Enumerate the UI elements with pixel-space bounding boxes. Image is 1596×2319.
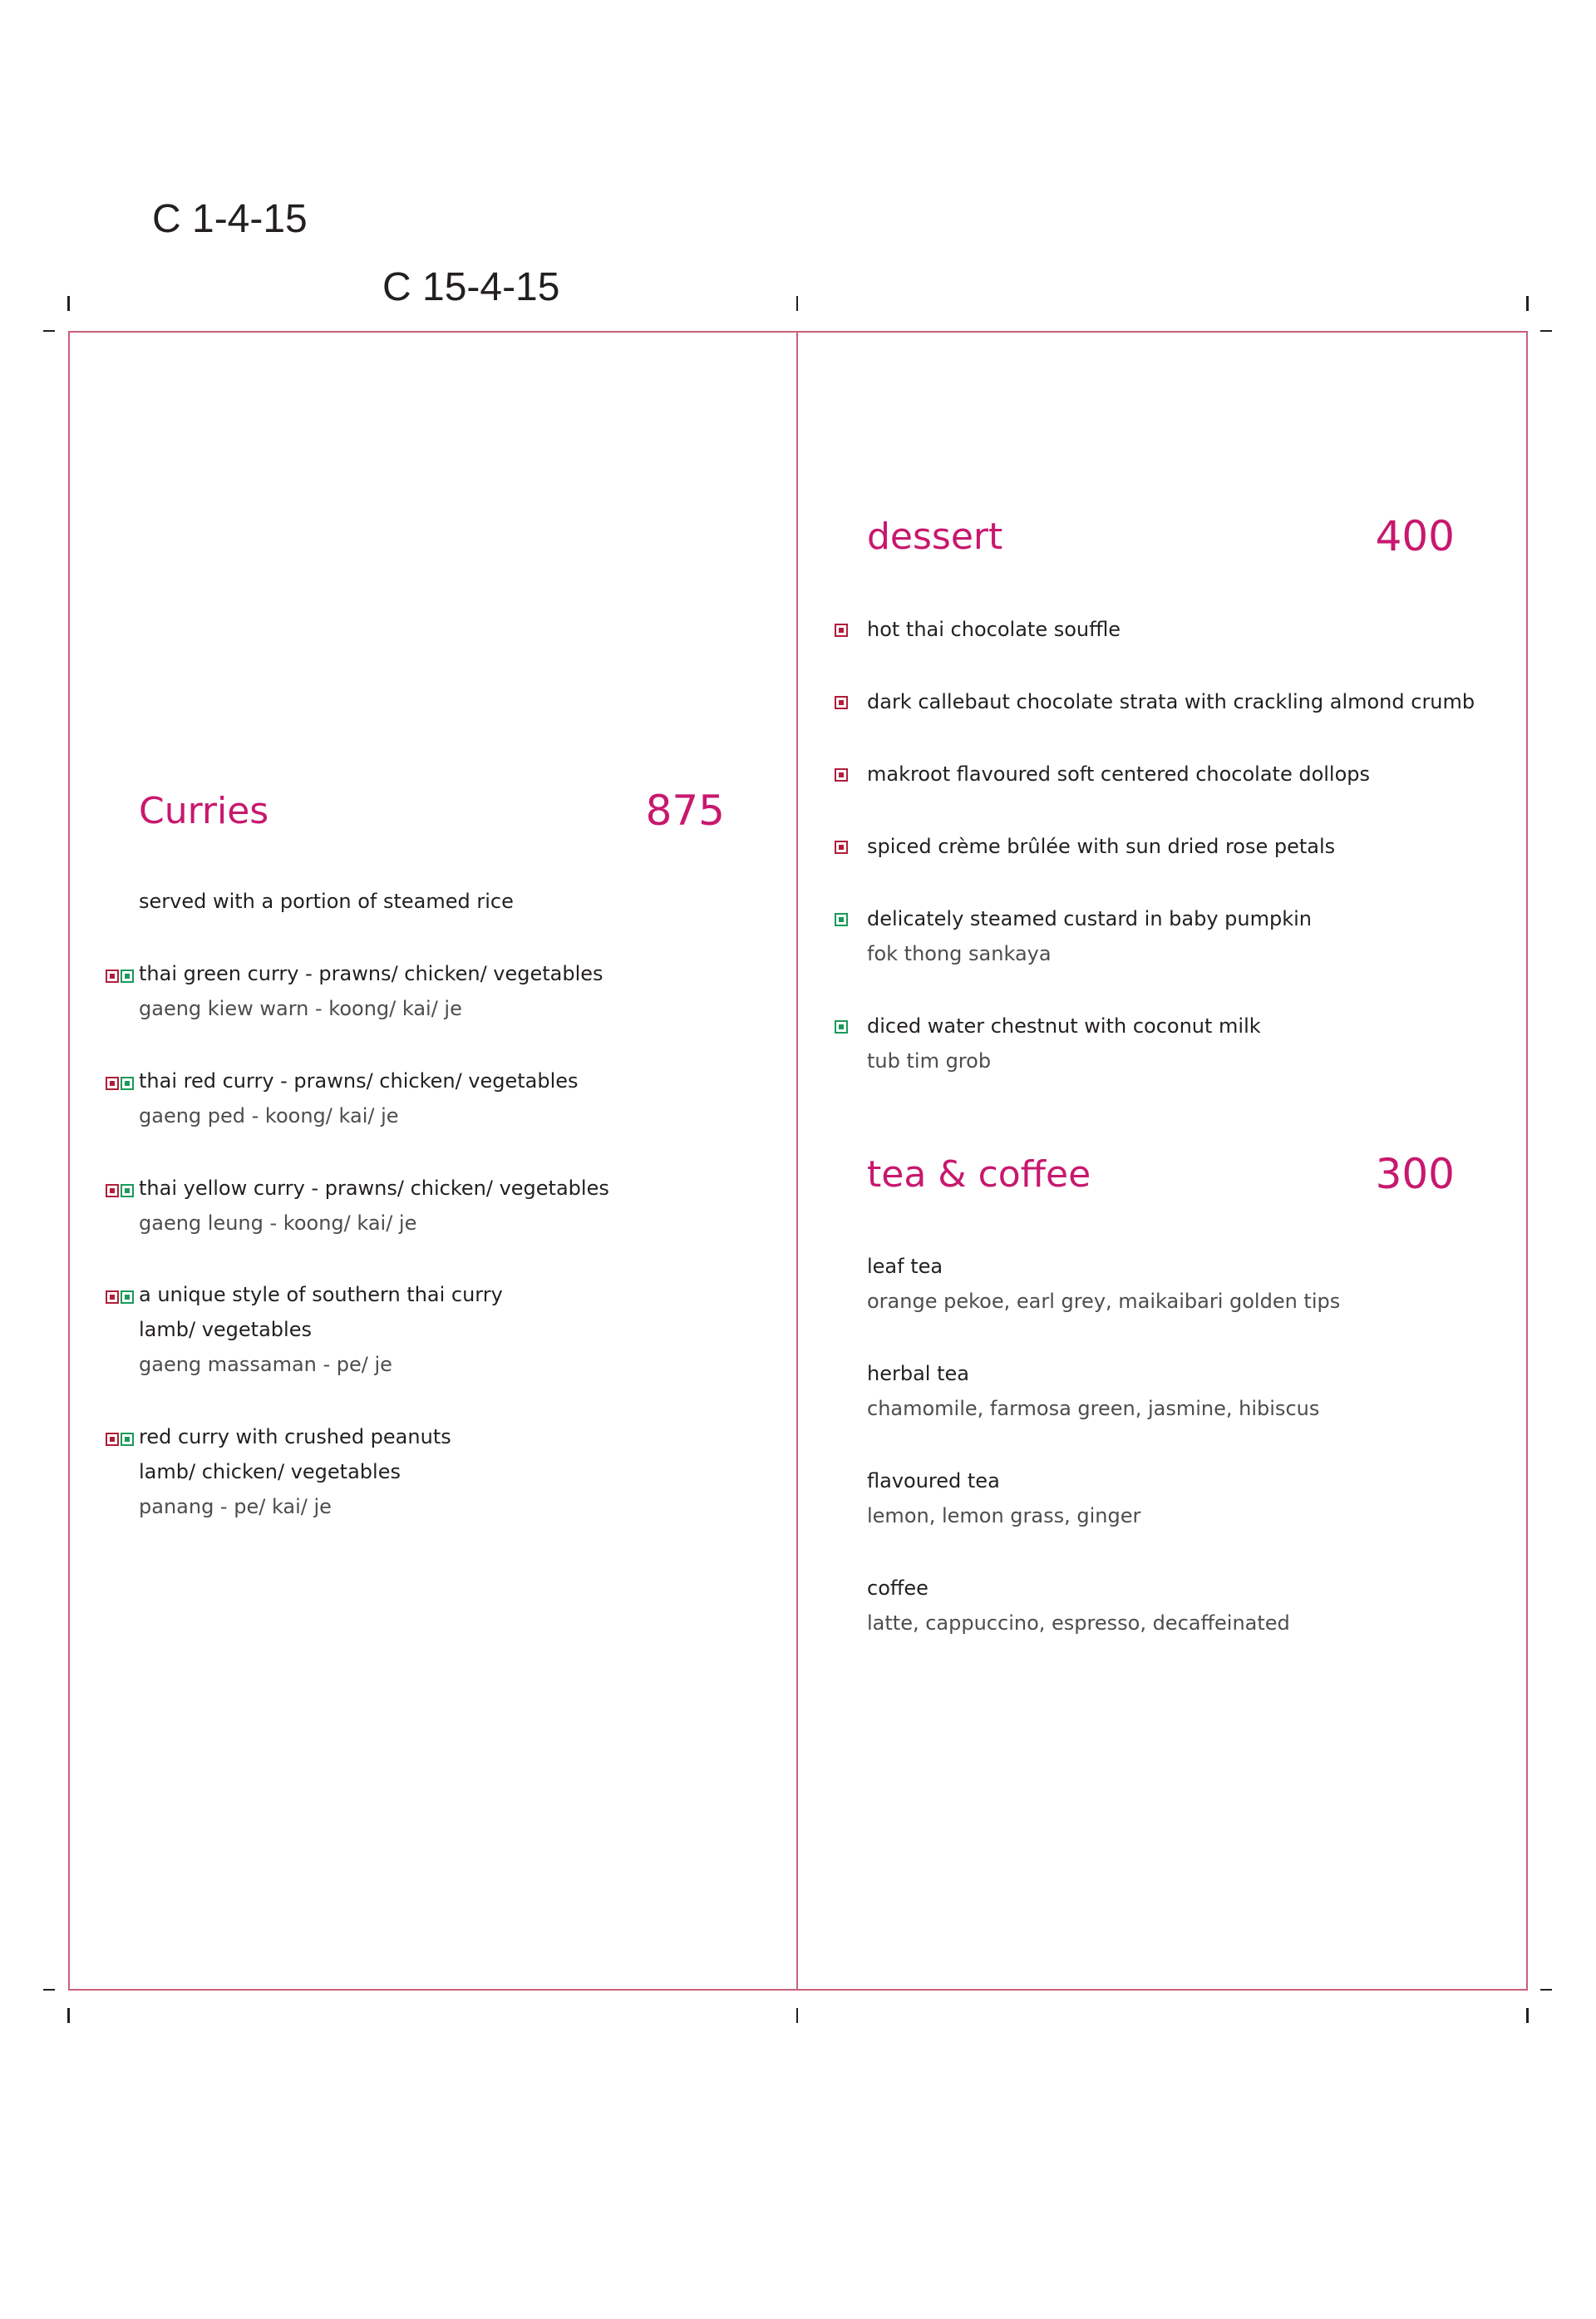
curry-item-thai: panang - pe/ kai/ je: [139, 1495, 332, 1518]
dessert-price: 400: [1375, 512, 1455, 560]
proof-mark-1: C 1-4-15: [152, 197, 308, 241]
menu-trim-frame: [68, 331, 1528, 1991]
curries-note: served with a portion of steamed rice: [139, 890, 514, 913]
non-veg-icon: [835, 624, 848, 637]
curry-item-thai: gaeng ped - koong/ kai/ je: [139, 1104, 399, 1127]
beverage-options: orange pekoe, earl grey, maikaibari golden tips: [867, 1290, 1341, 1313]
curry-item-name: thai yellow curry - prawns/ chicken/ vegetables: [139, 1177, 609, 1200]
dessert-item-thai: tub tim grob: [867, 1049, 992, 1073]
non-veg-icon: [106, 1290, 119, 1304]
tea-coffee-title: tea & coffee: [867, 1153, 1091, 1196]
veg-icon: [835, 1020, 848, 1034]
curry-item-name: thai red curry - prawns/ chicken/ vegetables: [139, 1069, 579, 1093]
beverage-name: flavoured tea: [867, 1469, 1000, 1493]
curry-item-name: thai green curry - prawns/ chicken/ vegetables: [139, 962, 603, 985]
dessert-item-name: spiced crème brûlée with sun dried rose petals: [867, 835, 1336, 858]
curry-item-thai: gaeng leung - koong/ kai/ je: [139, 1211, 417, 1235]
veg-icon: [121, 1184, 134, 1197]
crop-mark: [796, 296, 798, 311]
beverage-options: lemon, lemon grass, ginger: [867, 1504, 1141, 1527]
beverage-name: leaf tea: [867, 1255, 943, 1278]
curry-item-thai: gaeng massaman - pe/ je: [139, 1353, 392, 1376]
dessert-item-name: diced water chestnut with coconut milk: [867, 1014, 1261, 1038]
crop-mark: [1526, 2008, 1529, 2023]
curry-item-name: a unique style of southern thai curry: [139, 1283, 503, 1306]
crop-mark: [1540, 1989, 1552, 1991]
curry-item-options: lamb/ chicken/ vegetables: [139, 1460, 401, 1483]
non-veg-icon: [106, 1433, 119, 1446]
non-veg-icon: [835, 841, 848, 854]
dessert-item-name: makroot flavoured soft centered chocolate dollops: [867, 762, 1371, 786]
curry-item-thai: gaeng kiew warn - koong/ kai/ je: [139, 997, 462, 1020]
dessert-title: dessert: [867, 516, 1003, 558]
beverage-name: herbal tea: [867, 1362, 969, 1385]
veg-icon: [121, 1077, 134, 1090]
non-veg-icon: [106, 970, 119, 983]
proof-mark-2: C 15-4-15: [382, 265, 560, 309]
non-veg-icon: [835, 768, 848, 782]
dessert-item-thai: fok thong sankaya: [867, 942, 1052, 965]
crop-mark: [67, 2008, 70, 2023]
crop-mark: [796, 2008, 798, 2023]
curry-item-options: lamb/ vegetables: [139, 1318, 312, 1341]
crop-mark: [43, 1989, 55, 1991]
beverage-options: latte, cappuccino, espresso, decaffeinated: [867, 1611, 1290, 1635]
curries-price: 875: [645, 787, 725, 835]
veg-icon: [121, 970, 134, 983]
curries-title: Curries: [139, 790, 269, 832]
dessert-item-name: hot thai chocolate souffle: [867, 618, 1121, 641]
crop-mark: [1526, 296, 1529, 311]
tea-coffee-price: 300: [1375, 1150, 1455, 1198]
veg-icon: [121, 1290, 134, 1304]
veg-icon: [121, 1433, 134, 1446]
beverage-name: coffee: [867, 1576, 929, 1600]
fold-line: [796, 331, 798, 1991]
non-veg-icon: [106, 1184, 119, 1197]
non-veg-icon: [106, 1077, 119, 1090]
beverage-options: chamomile, farmosa green, jasmine, hibiscus: [867, 1397, 1320, 1420]
dessert-item-name: dark callebaut chocolate strata with crackling almond crumb: [867, 690, 1475, 713]
curry-item-name: red curry with crushed peanuts: [139, 1425, 451, 1448]
veg-icon: [835, 913, 848, 926]
crop-mark: [1540, 330, 1552, 332]
crop-mark: [43, 330, 55, 332]
crop-mark: [67, 296, 70, 311]
dessert-item-name: delicately steamed custard in baby pumpkin: [867, 907, 1312, 930]
non-veg-icon: [835, 696, 848, 709]
